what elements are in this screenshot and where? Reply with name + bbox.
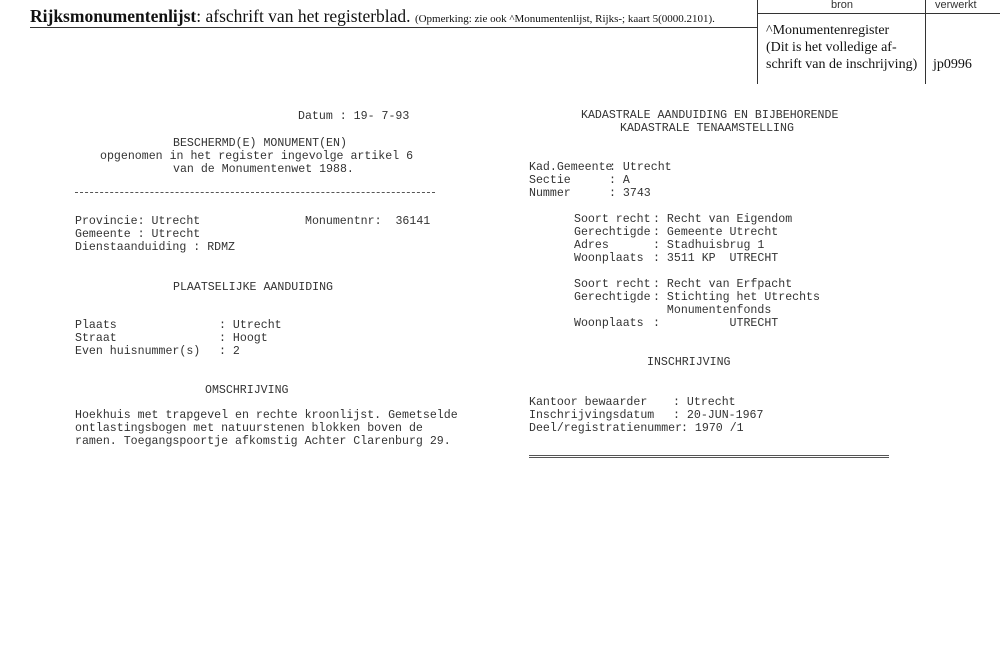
huisnummer-value: : 2: [219, 345, 240, 358]
recht2-woonplaats-value: : UTRECHT: [653, 317, 779, 330]
sectie-label: Sectie: [529, 174, 571, 187]
omschrijving-line-1: Hoekhuis met trapgevel en rechte kroonlijst. Gemetselde: [75, 409, 458, 422]
bron-label: bron: [831, 0, 854, 11]
deel-label: Deel/registratienummer: [529, 422, 683, 435]
meta-box: [757, 0, 1000, 84]
recht2-gerechtigde-value: : Stichting het Utrechts: [653, 291, 820, 304]
bron-text: [766, 22, 917, 73]
recht1-adres-label: Adres: [574, 239, 609, 252]
omschrijving-line-2: ontlastingsbogen met natuurstenen blokken boven de: [75, 422, 423, 435]
header-note: (Opmerking: zie ook ^Monumentenlijst, Rijks-; kaart 5(0000.2101).: [414, 13, 715, 25]
recht2-woonplaats-label: Woonplaats: [574, 317, 644, 330]
title-bold: Rijksmonumentenlijst: [30, 6, 197, 26]
header-rule: [30, 27, 758, 28]
recht2-soort-value: : Recht van Erfpacht: [653, 278, 793, 291]
provincie: Provincie: Utrecht: [75, 215, 201, 228]
kad-gemeente-value: : Utrecht: [609, 161, 672, 174]
bron-line: schrift van de inschrijving): [766, 57, 918, 72]
huisnummer-label: Even huisnummer(s): [75, 345, 201, 358]
left-dashed-rule: [75, 192, 435, 193]
monumentnr: Monumentnr: 36141: [305, 215, 431, 228]
straat-label: Straat: [75, 332, 117, 345]
left-heading-line-1: BESCHERMD(E) MONUMENT(EN): [173, 137, 347, 150]
straat-value: : Hoogt: [219, 332, 268, 345]
inschrijvingsdatum-label: Inschrijvingsdatum: [529, 409, 655, 422]
kantoor-value: : Utrecht: [673, 396, 736, 409]
verwerkt-value: jp0996: [933, 57, 972, 72]
left-heading-line-2: opgenomen in het register ingevolge artikel 6: [100, 150, 414, 163]
recht1-woonplaats-label: Woonplaats: [574, 252, 644, 265]
recht1-woonplaats-value: : 3511 KP UTRECHT: [653, 252, 779, 265]
recht2-soort-label: Soort recht: [574, 278, 651, 291]
right-heading-line-1: KADASTRALE AANDUIDING EN BIJBEHORENDE: [581, 109, 839, 122]
verwerkt-label: verwerkt: [935, 0, 977, 11]
gemeente: Gemeente : Utrecht: [75, 228, 201, 241]
page-title: [30, 6, 715, 27]
datum: Datum : 19- 7-93: [298, 110, 410, 123]
right-double-rule: [529, 455, 889, 458]
kad-gemeente-label: Kad.Gemeente: [529, 161, 613, 174]
title-rest: : afschrift van het registerblad.: [196, 6, 411, 26]
recht2-gerechtigde-cont: Monumentenfonds: [653, 304, 772, 317]
dienstaanduiding: Dienstaanduiding : RDMZ: [75, 241, 236, 254]
inschrijvingsdatum-value: : 20-JUN-1967: [673, 409, 764, 422]
right-heading-line-2: KADASTRALE TENAAMSTELLING: [620, 122, 794, 135]
plaats-value: : Utrecht: [219, 319, 282, 332]
inschrijving-heading: INSCHRIJVING: [647, 356, 731, 369]
meta-header-rule: [757, 13, 1000, 14]
left-heading-line-3: van de Monumentenwet 1988.: [173, 163, 354, 176]
deel-value: : 1970 /1: [681, 422, 744, 435]
bron-line: ^Monumentenregister: [766, 23, 890, 38]
recht1-soort-value: : Recht van Eigendom: [653, 213, 793, 226]
omschrijving-line-3: ramen. Toegangspoortje afkomstig Achter Clarenburg 29.: [75, 435, 451, 448]
sectie-value: : A: [609, 174, 630, 187]
recht1-gerechtigde-value: : Gemeente Utrecht: [653, 226, 779, 239]
nummer-label: Nummer: [529, 187, 571, 200]
recht1-soort-label: Soort recht: [574, 213, 651, 226]
plaatselijke-heading: PLAATSELIJKE AANDUIDING: [173, 281, 334, 294]
nummer-value: : 3743: [609, 187, 651, 200]
plaats-label: Plaats: [75, 319, 117, 332]
recht1-adres-value: : Stadhuisbrug 1: [653, 239, 765, 252]
recht1-gerechtigde-label: Gerechtigde: [574, 226, 651, 239]
bron-line: (Dit is het volledige af-: [766, 40, 897, 55]
recht2-gerechtigde-label: Gerechtigde: [574, 291, 651, 304]
kantoor-label: Kantoor bewaarder: [529, 396, 648, 409]
omschrijving-heading: OMSCHRIJVING: [205, 384, 289, 397]
